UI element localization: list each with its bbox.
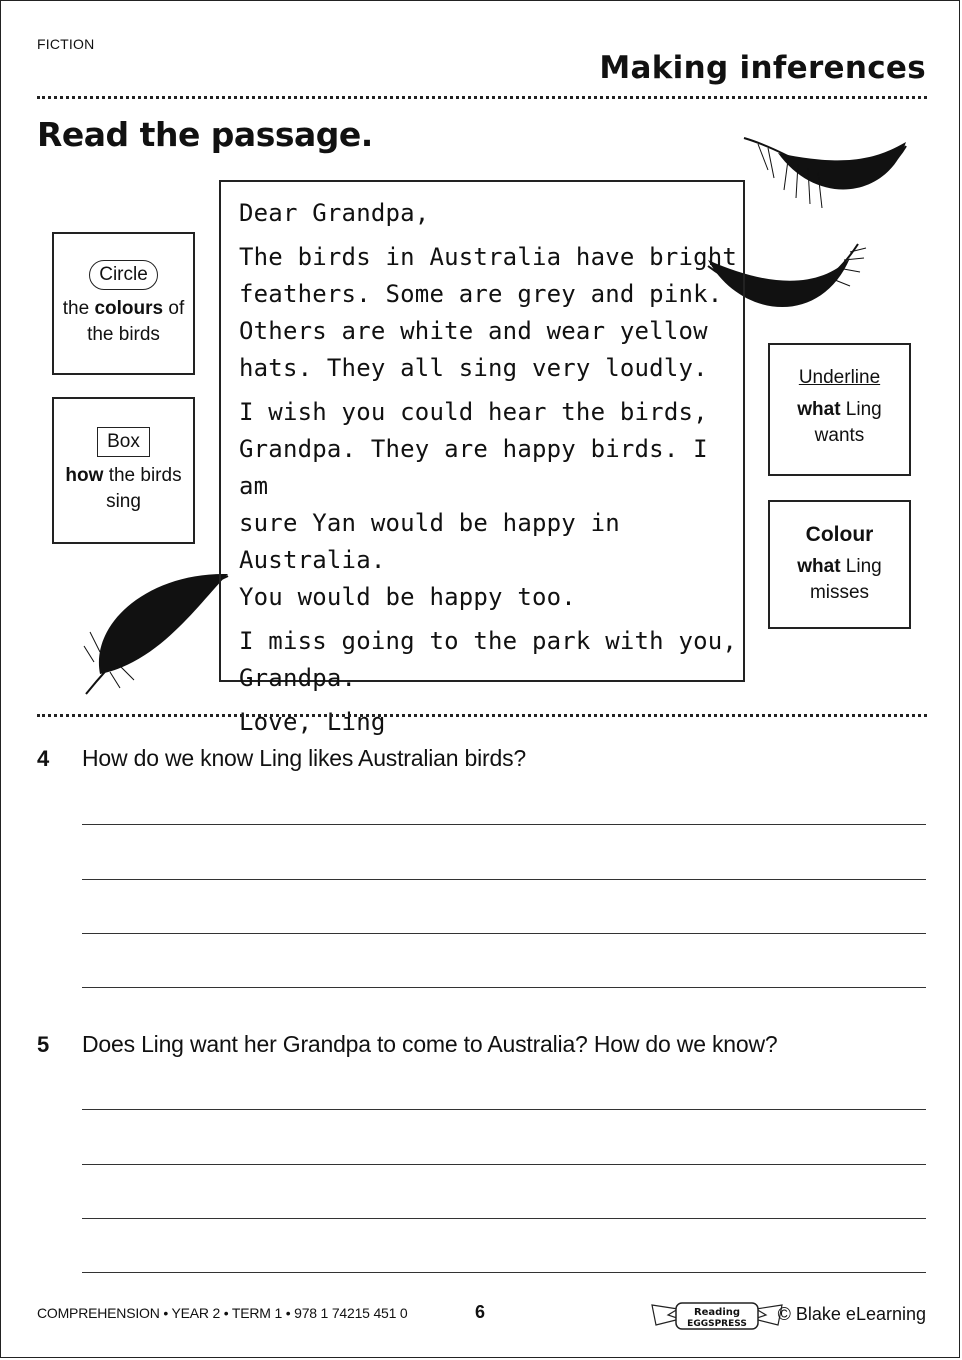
letter-line: I wish you could hear the birds, (239, 398, 708, 426)
answer-line[interactable] (82, 1109, 926, 1110)
answer-line[interactable] (82, 933, 926, 934)
page-title: Making inferences (599, 50, 926, 86)
task-colour-box (768, 500, 911, 629)
letter-paragraph-3 (239, 623, 739, 697)
task-text: the (62, 298, 95, 319)
letter-line: You would be happy too. (239, 583, 576, 611)
letter-line: feathers. Some are grey and pink. (239, 280, 723, 308)
answer-line[interactable] (82, 987, 926, 988)
instruction-heading: Read the passage. (37, 115, 373, 154)
letter-line: hats. They all sing very loudly. (239, 354, 708, 382)
task-box-box (52, 397, 195, 544)
question-text: Does Ling want her Grandpa to come to Australia? How do we know? (82, 1031, 778, 1057)
task-box-verb: Box (97, 427, 150, 457)
task-text: Ling wants (814, 399, 882, 446)
footer-details: COMPREHENSION • YEAR 2 • TERM 1 • 978 1 74215 451 0 (37, 1305, 408, 1321)
section-label: FICTION (37, 36, 95, 52)
letter-greeting: Dear Grandpa, (239, 199, 430, 227)
answer-line[interactable] (82, 1164, 926, 1165)
middle-divider (37, 714, 927, 717)
task-colour-verb: Colour (805, 523, 874, 546)
task-text: of the birds (87, 298, 185, 345)
letter-line: Others are white and wear yellow (239, 317, 708, 345)
question-number: 5 (37, 1032, 50, 1057)
page-number: 6 (475, 1302, 486, 1322)
answer-line[interactable] (82, 1272, 926, 1273)
task-text: the birds sing (103, 465, 182, 512)
letter-line: Grandpa. (239, 664, 357, 692)
letter-line: The birds in Australia have bright (239, 243, 738, 271)
letter-line: I miss going to the park with you, (239, 627, 738, 655)
task-circle-verb: Circle (89, 260, 158, 290)
letter-paragraph-1 (239, 239, 739, 387)
answer-line[interactable] (82, 824, 926, 825)
svg-text:EGGSPRESS: EGGSPRESS (687, 1319, 747, 1329)
top-divider (37, 96, 927, 99)
letter-line: sure Yan would be happy in Australia. (239, 509, 620, 574)
task-text: Ling misses (809, 556, 882, 603)
feather-icon (80, 562, 232, 698)
question-number: 4 (37, 746, 50, 771)
letter-paragraph-2 (239, 394, 739, 616)
task-underline-box (768, 343, 911, 476)
feather-icon (738, 128, 910, 218)
reading-eggspress-logo (648, 1297, 786, 1333)
answer-line[interactable] (82, 1218, 926, 1219)
letter-line: Grandpa. They are happy birds. I am (239, 435, 708, 500)
task-circle-box (52, 232, 195, 375)
task-bold-text: what (797, 399, 841, 420)
task-underline-verb: Underline (798, 367, 881, 388)
task-bold-text: what (797, 556, 841, 577)
letter-text (239, 195, 739, 748)
svg-text:Reading: Reading (693, 1307, 741, 1318)
question-text: How do we know Ling likes Australian birds? (82, 745, 526, 771)
task-bold-text: how (65, 465, 104, 486)
task-bold-text: colours (94, 298, 164, 319)
copyright-text: © Blake eLearning (777, 1304, 926, 1324)
letter-signoff: Love, Ling (239, 708, 386, 736)
answer-line[interactable] (82, 879, 926, 880)
